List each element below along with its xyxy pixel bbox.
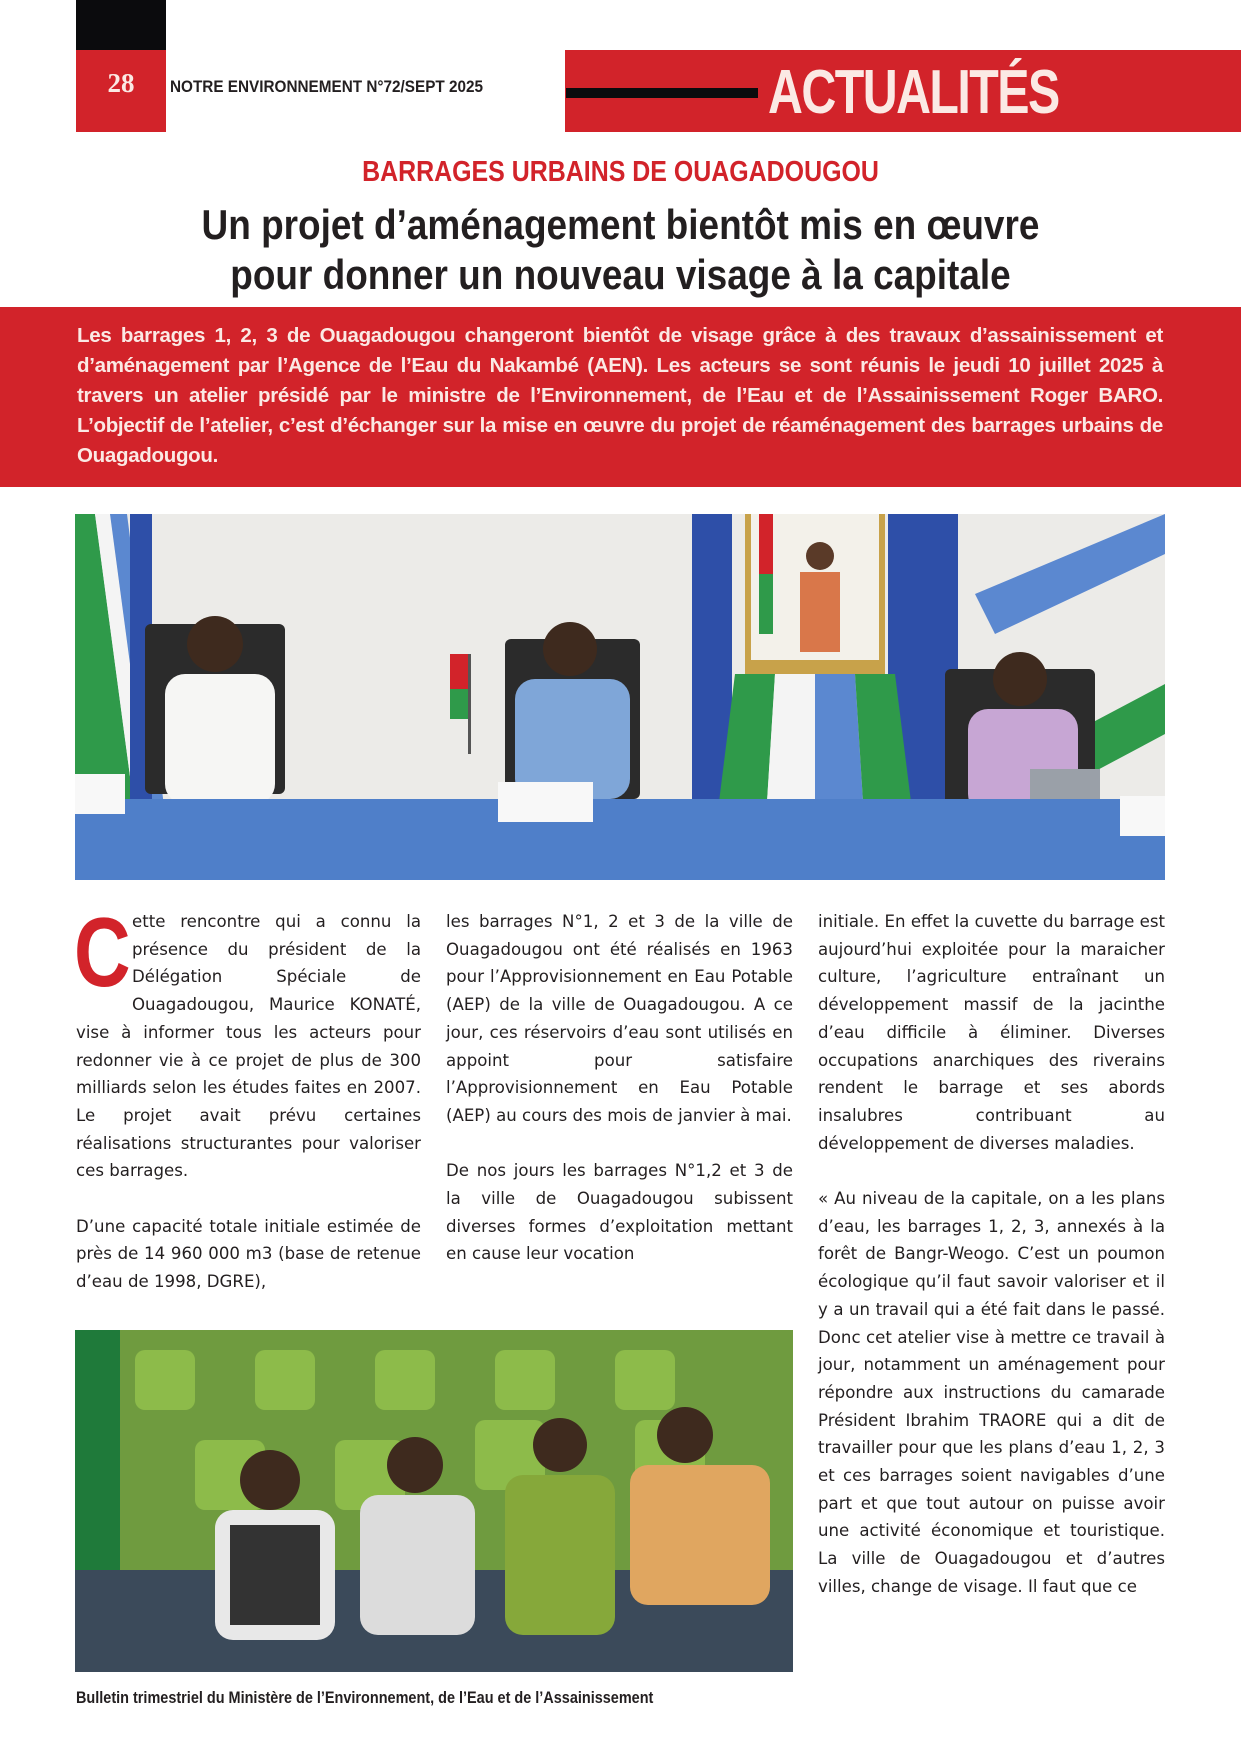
paragraph: initiale. En effet la cuvette du barrage est aujourd’hui exploitée pour la maraicher culture, l’agriculture entraînant un développement massif de la jacinthe d’eau difficile à éliminer. Diverses occupations anarchiques des riverains rendent le barrage et ses abords insalubres contribuant au développement de diverses maladies. [818, 912, 1165, 1153]
article-column-3 [818, 908, 1165, 1628]
photo-head-table [75, 514, 1165, 880]
paragraph: De nos jours les barrages N°1,2 et 3 de la ville de Ouagadougou subissent diverses formes d’exploitation mettant en cause leur vocation [446, 1161, 793, 1264]
article-column-1 [74, 897, 421, 1324]
presidential-portrait [745, 514, 885, 674]
section-rule [566, 88, 758, 98]
headline-line-1: Un projet d’aménagement bientôt mis en œuvre [201, 201, 1040, 248]
nameplate-left [75, 774, 125, 814]
section-label: ACTUALITÉS [768, 58, 1059, 127]
paragraph [74, 897, 421, 1185]
nameplate-right [1120, 796, 1165, 836]
lead-band [0, 307, 1241, 487]
publication-title: NOTRE ENVIRONNEMENT N°72/SEPT 2025 [170, 77, 484, 96]
paragraph-text: ette rencontre qui a connu la présence du président de la Délégation Spéciale de Ouagadougou, Maurice KONATÉ, vise à informer tous les acteurs pour redonner vie à ce projet de plus de 300 milliards selon les études faites en 2007. Le projet avait prévu certaines réalisations structurantes pour valoriser ces barrages. [76, 912, 421, 1181]
article-column-2 [446, 908, 793, 1296]
article-kicker: BARRAGES URBAINS DE OUAGADOUGOU [362, 156, 879, 188]
participants-illustration [75, 1330, 793, 1672]
paragraph: « Au niveau de la capitale, on a les plans d’eau, les barrages 1, 2, 3, annexés à la forêt de Bangr-Weogo. C’est un poumon écologique qu’il faut savoir valoriser et il y a un travail qui a été fait dans le passé. Donc cet atelier vise à mettre ce travail à jour, notamment un aménagement pour répondre aux instructions du camarade Président Ibrahim TRAORE qui a dit de travailler pour que les plans d’eau 1, 2, 3 et ces barrages soient navigables d’une part et que tout autour on puisse avoir une activité économique et touristique. La ville de Ouagadougou et d’autres villes, change de visage. Il faut que ce [818, 1189, 1165, 1596]
paragraph: D’une capacité totale initiale estimée de près de 14 960 000 m3 (base de retenue d’eau de 1998, DGRE), [76, 1216, 421, 1292]
green-pillar [75, 1330, 120, 1570]
headline-line-2: pour donner un nouveau visage à la capitale [230, 251, 1011, 298]
table-cloth [75, 799, 1165, 880]
head-table-illustration [75, 514, 1165, 880]
drop-cap: C [74, 897, 131, 1007]
header-black-block [76, 0, 166, 50]
photo-participants [75, 1330, 793, 1672]
nameplate-minister [498, 782, 593, 822]
article-headline [0, 200, 1241, 300]
lead-paragraph: Les barrages 1, 2, 3 de Ouagadougou changeront bientôt de visage grâce à des travaux d’assainissement et d’aménagement par l’Agence de l’Eau du Nakambé (AEN). Les acteurs se sont réunis le jeudi 10 juillet 2025 à travers un atelier présidé par le ministre de l’Environnement, de l’Eau et de l’Assainissement Roger BARO. L’objectif de l’atelier, c’est d’échanger sur la mise en œuvre du projet de réaménagement des barrages urbains de Ouagadougou. [77, 324, 1163, 467]
page-number: 28 [107, 68, 135, 98]
footer-bulletin: Bulletin trimestriel du Ministère de l’Environnement, de l’Eau et de l’Assainissement [76, 1688, 654, 1707]
paragraph: les barrages N°1, 2 et 3 de la ville de Ouagadougou ont été réalisés en 1963 pour l’Approvisionnement en Eau Potable (AEP) de la ville de Ouagadougou. A ce jour, ces réservoirs d’eau sont utilisés en appoint pour satisfaire l’Approvisionnement en Eau Potable (AEP) au cours des mois de janvier à mai. [446, 912, 793, 1125]
